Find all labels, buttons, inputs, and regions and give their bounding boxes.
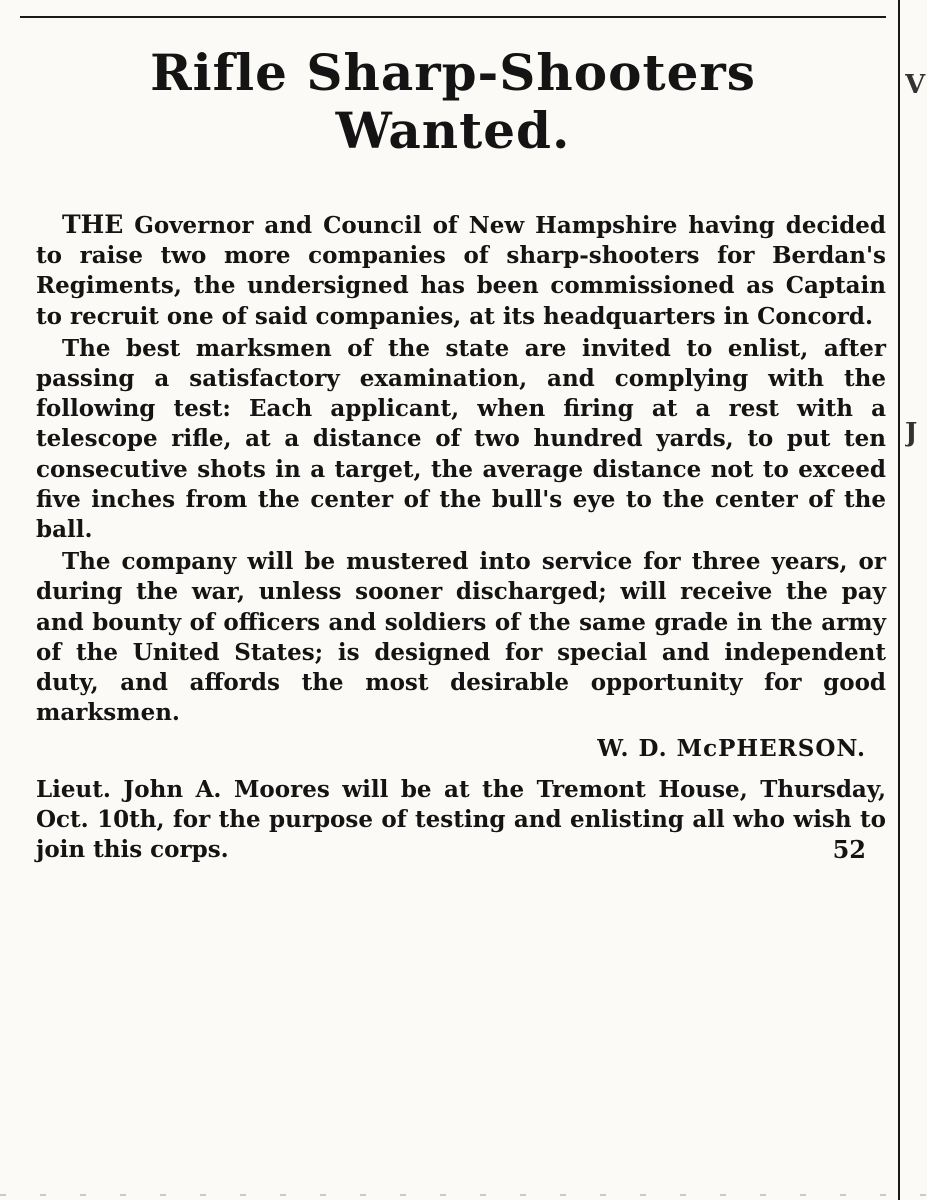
headline-line-2: Wanted. <box>335 101 571 160</box>
bottom-print-dots <box>0 1194 927 1196</box>
paragraph-service-terms: The company will be mustered into service for three years, or during the war, unless sooner discharged; will receive the pay and bounty of officers and soldiers of the same grade in the army of the United States; is designed for special and independent duty, and affords the most desirable opportunity for good marksmen. <box>36 548 886 727</box>
adjacent-column-fragment: J <box>905 418 918 448</box>
paragraph-lead-in: THE <box>62 210 124 239</box>
advertisement-body <box>36 210 886 867</box>
headline-line-1: Rifle Sharp-Shooters <box>150 43 756 102</box>
advertisement-headline <box>28 44 878 160</box>
paragraph-test-requirements: The best marksmen of the state are invited to enlist, after passing a satisfactory examination, and complying with the following test: Each applicant, when firing at a rest with a telescope rifle, at a distance of two hundred yards, to put ten consecutive shots in a target, the average distance not to exceed five inches from the center of the bull's eye to the center of the ball. <box>36 334 886 544</box>
paragraph-announcement <box>36 210 886 332</box>
top-column-rule <box>20 16 886 18</box>
ad-code-number: 52 <box>832 835 866 865</box>
notice-text: Lieut. John A. Moores will be at the Tremont House, Thursday, Oct. 10th, for the purpose of testing and enlisting all who wish to join this corps. <box>36 775 886 864</box>
recruiting-notice <box>36 775 886 866</box>
adjacent-column-fragment: V <box>905 70 926 100</box>
signature: W. D. McPHERSON. <box>597 735 866 763</box>
column-divider-rule <box>898 0 900 1200</box>
paragraph-text: Governor and Council of New Hampshire having decided to raise two more companies of sharp-shooters for Berdan's Regiments, the undersigned has been commissioned as Captain to recruit one of said companies, at its headquarters in Concord. <box>36 212 886 330</box>
